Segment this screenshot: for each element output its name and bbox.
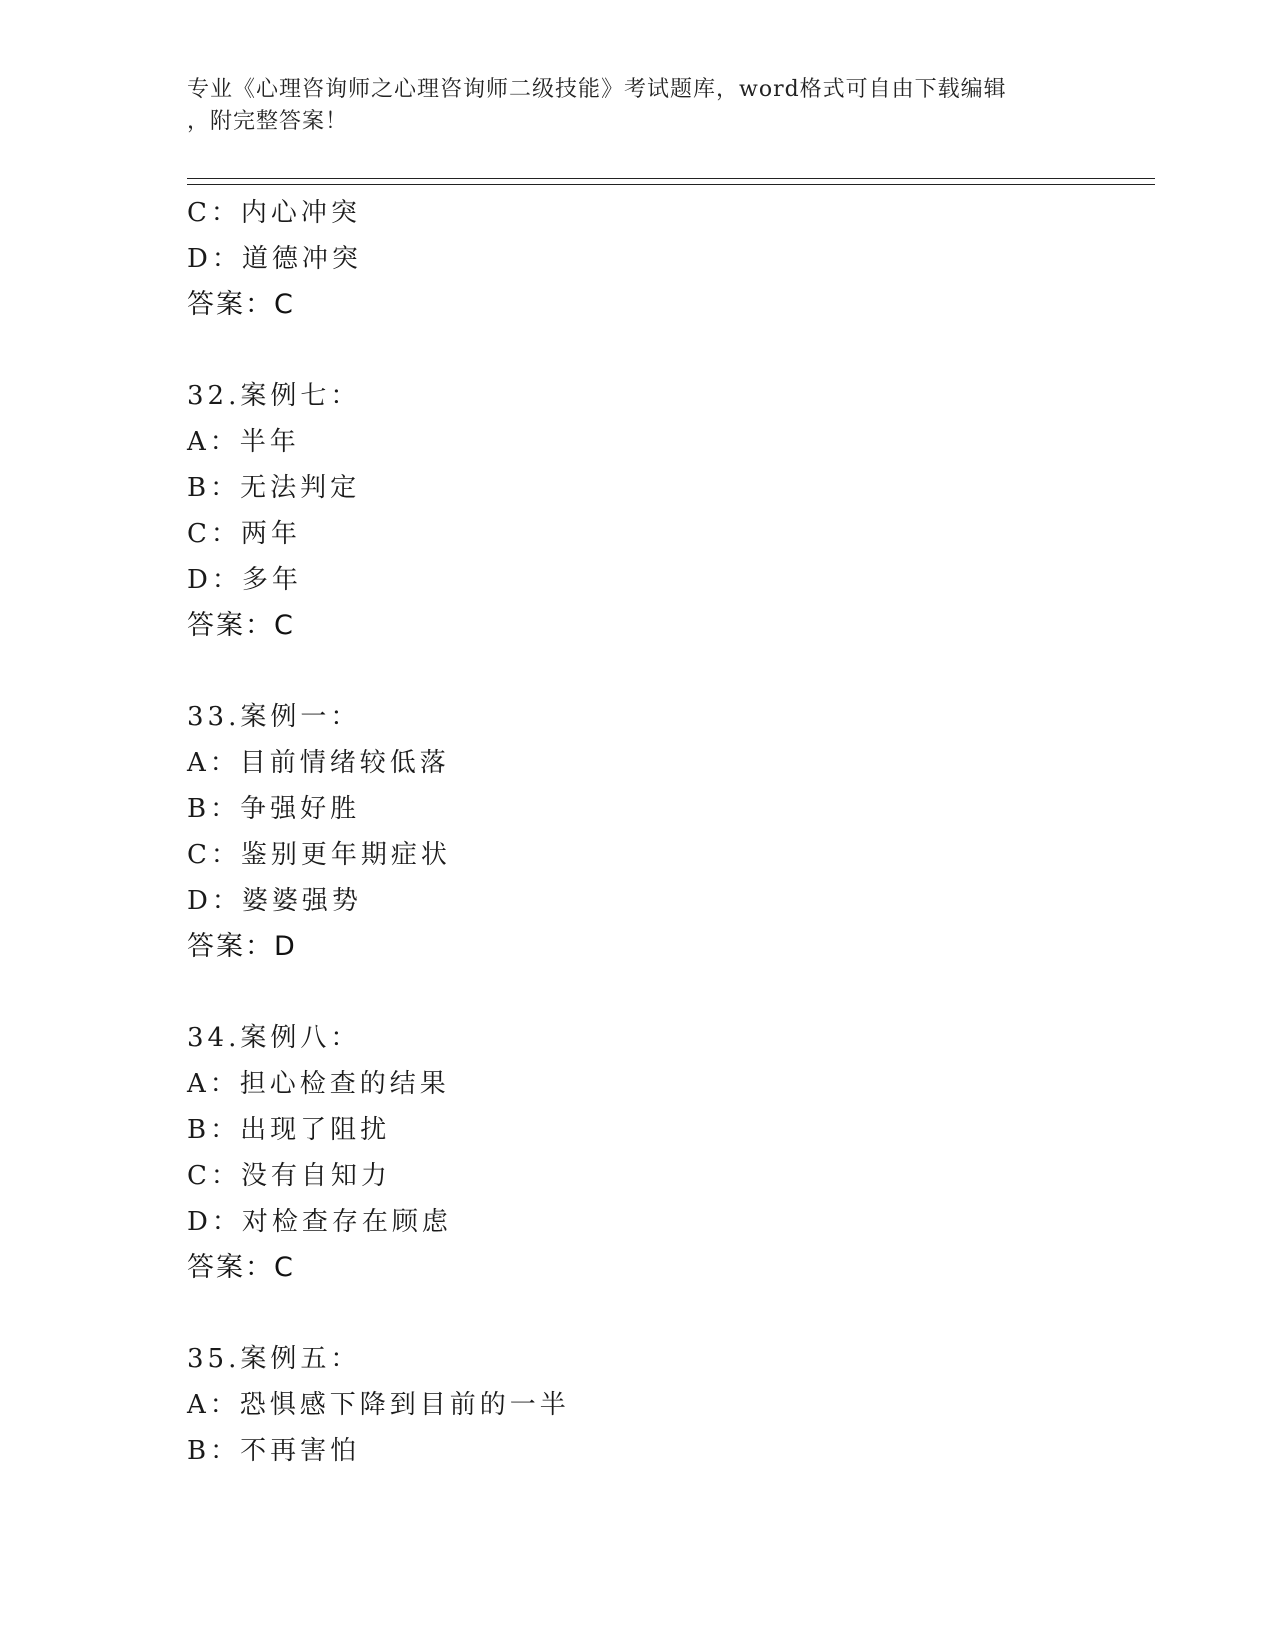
spacer — [187, 328, 1147, 373]
spacer — [187, 1291, 1147, 1336]
question-34 — [187, 1015, 1147, 1291]
question-35 — [187, 1336, 1147, 1474]
option-b: B：无法判定 — [187, 473, 361, 503]
option-c: C：两年 — [187, 519, 301, 549]
header-title-line-1: 专业《心理咨询师之心理咨询师二级技能》考试题库，word格式可自由下载编辑 — [187, 77, 1007, 102]
answer-line: 答案：D — [187, 931, 297, 962]
option-d: D：对检查存在顾虑 — [187, 1207, 452, 1237]
option-b: B：争强好胜 — [187, 794, 361, 824]
question-title: 33.案例一： — [187, 702, 361, 732]
option-d: D：婆婆强势 — [187, 886, 362, 916]
option-a: A：半年 — [187, 427, 300, 457]
question-32 — [187, 373, 1147, 649]
question-33 — [187, 694, 1147, 970]
question-title: 32.案例七： — [187, 381, 361, 411]
header-divider — [187, 178, 1155, 185]
answer-line: 答案：C — [187, 1252, 295, 1283]
option-a: A：担心检查的结果 — [187, 1069, 450, 1099]
option-c: C：内心冲突 — [187, 198, 361, 228]
spacer — [187, 649, 1147, 694]
option-d: D：多年 — [187, 565, 302, 595]
option-c: C：没有自知力 — [187, 1161, 391, 1191]
question-title: 34.案例八： — [187, 1023, 361, 1053]
answer-line: 答案：C — [187, 610, 295, 641]
answer-line: 答案：C — [187, 289, 295, 320]
option-a: A：目前情绪较低落 — [187, 748, 450, 778]
option-b: B：不再害怕 — [187, 1436, 361, 1466]
question-title: 35.案例五： — [187, 1344, 361, 1374]
header-title-line-2: ，附完整答案！ — [187, 109, 349, 134]
question-continued — [187, 190, 1147, 328]
option-d: D：道德冲突 — [187, 244, 362, 274]
document-header — [187, 74, 1067, 138]
spacer — [187, 970, 1147, 1015]
question-list — [187, 190, 1147, 1474]
option-c: C：鉴别更年期症状 — [187, 840, 451, 870]
option-a: A：恐惧感下降到目前的一半 — [187, 1390, 570, 1420]
option-b: B：出现了阻扰 — [187, 1115, 391, 1145]
